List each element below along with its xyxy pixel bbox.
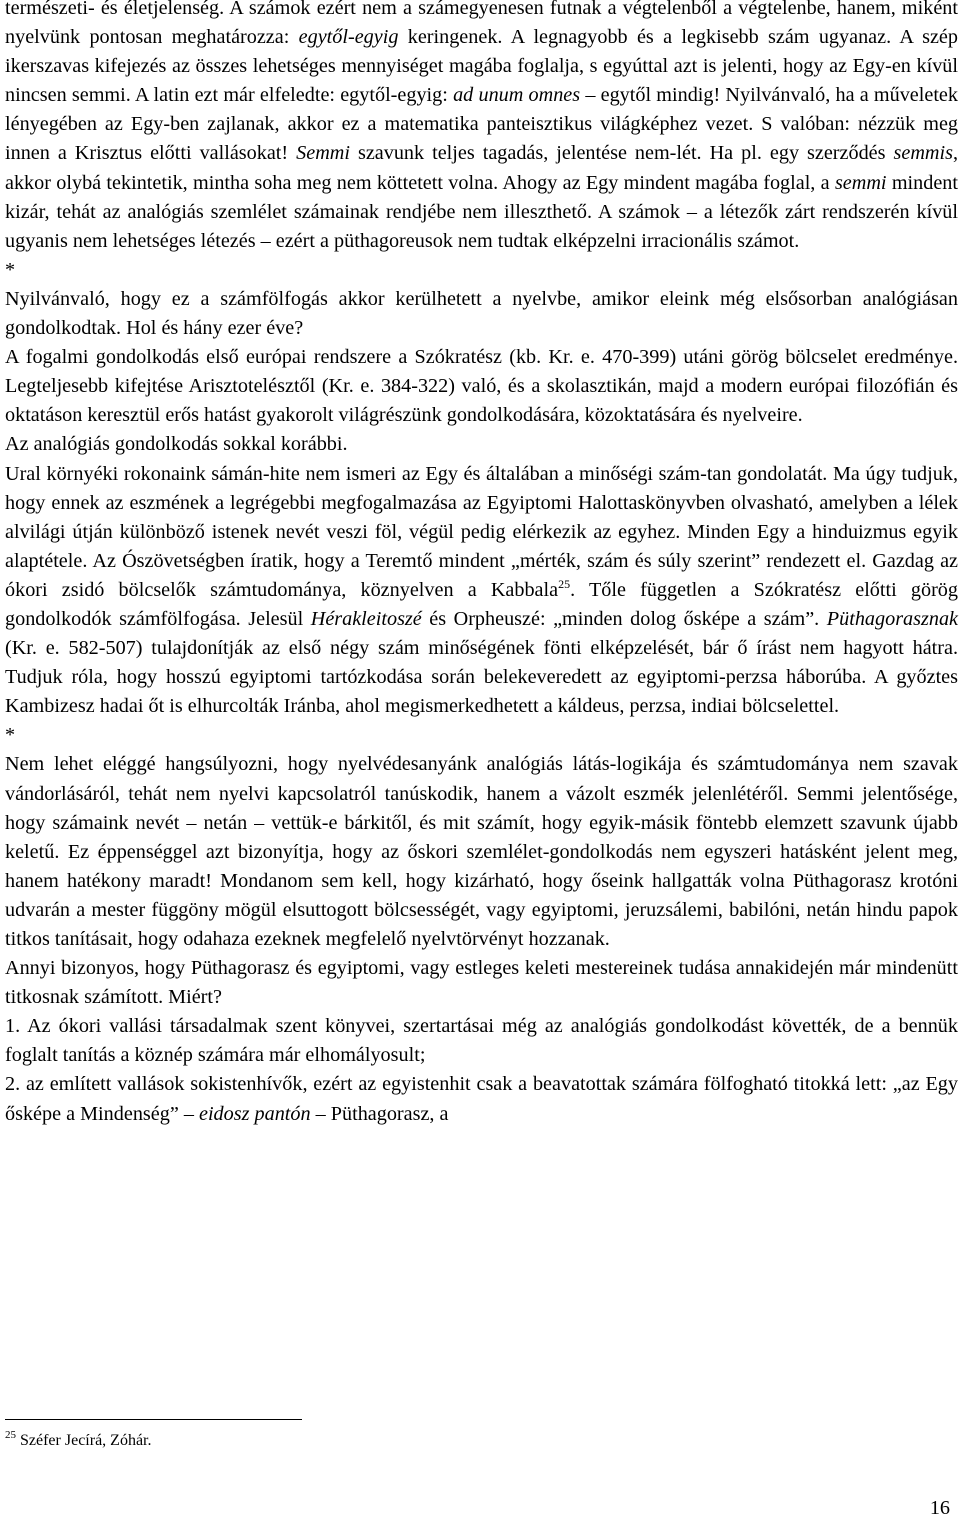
paragraph-9 bbox=[5, 1070, 958, 1128]
paragraph-6 bbox=[5, 750, 958, 954]
document-page bbox=[5, 0, 958, 1129]
footnote-text: Széfer Jecírá, Zóhár. bbox=[16, 1432, 152, 1449]
footnote bbox=[5, 1431, 151, 1451]
section-separator bbox=[5, 721, 958, 750]
paragraph-7 bbox=[5, 954, 958, 1012]
text-run: . Tőle független a Szókratész előtti görög gondolkodók számfölfogása. Jelesül bbox=[5, 578, 958, 630]
text-run: 2. az említett vallások sokistenhívők, ezért az egyistenhit csak a beavatottak számára fölfogható titokká lett: „az Egy ősképe a Mindenség” – bbox=[5, 1073, 958, 1125]
footnote-separator bbox=[5, 1419, 302, 1420]
text-run: Nyilvánvaló, hogy ez a számfölfogás akkor kerülhetett a nyelvbe, amikor eleink még elsősorban analógiásan gondolkodtak. Hol és hány ezer éve? bbox=[5, 287, 958, 340]
text-run: (Kr. e. 582-507) tulajdonítják az első négy szám minőségének fönti elképzelését, bár ő írást nem hagyott hátra. Tudjuk róla, hogy hosszú egyiptomi tartózkodása során belekeveredett az egyiptomi-perzsa háborúba. A győztes Kambizesz hadai őt is elhurcolták Iránba, ahol megismerkedhetett a káldeus, perzsa, indiai bölcselettel. bbox=[5, 637, 958, 718]
footnote-number: 25 bbox=[5, 1429, 16, 1441]
italic-text: Hérakleitoszé bbox=[310, 607, 422, 630]
text-run: mindent kizár, tehát az analógiás szemlélet számainak rendjébe nem illeszthető. A számok – a létezők zárt rendszerén kívül ugyanis nem lehetséges létezés – ezért a püthagoreusok nem tudtak elképzelni irracionális számot. bbox=[5, 171, 958, 252]
text-run: szavunk teljes tagadás, jelentése nem-lét. Ha pl. egy szerződés bbox=[349, 142, 894, 165]
italic-text: Semmi bbox=[296, 142, 350, 165]
italic-text: Püthagorasznak bbox=[826, 607, 958, 630]
italic-text: semmis bbox=[893, 142, 953, 165]
paragraph-2 bbox=[5, 285, 958, 343]
body-text bbox=[5, 0, 958, 1129]
text-run: , akkor olybá tekintetik, mintha soha meg nem köttetett volna. Ahogy az Egy mindent magába foglal, a bbox=[5, 142, 958, 194]
paragraph-1 bbox=[5, 0, 958, 256]
paragraph-3 bbox=[5, 343, 958, 430]
text-run: 1. Az ókori vallási társadalmak szent könyvei, szertartásai még az analógiás gondolkodást követték, de a bennük foglalt tanítás a köznép számára már elhomályosult; bbox=[5, 1015, 958, 1067]
italic-text: eidosz pantón bbox=[198, 1102, 311, 1125]
italic-text: egytől-egyig bbox=[298, 26, 399, 49]
text-run: Nem lehet eléggé hangsúlyozni, hogy nyelvédesanyánk analógiás látás-logikája és számtudománya nem szavak vándorlásáról, tehát nem nyelvi kapcsolatról tanúskodik, hanem a vázolt eszmék jelenlétéről. Semmi jelentősége, hogy számaink nevét – netán – vettük-e bárkitől, és mit számít, hogy egyik-másik föntebb elemzett szavunk újabb keletű. Ez éppenséggel azt bizonyítja, hogy az őskori szemlélet-gondolkodás nem egyszeri hatásként jelent meg, hanem hatékony maradt! Mondanom sem kell, hogy kizárható, hogy őseink hallgatták volna Püthagorasz krotóni udvarán a mester függöny mögül elsuttogott bölcsességét, vagy egyiptomi, jeruzsálemi, babilóni, netán hindu papok titkos tanításait, hogy odahaza ezeknek megfelelő nyelvtörvényt hozzanak. bbox=[5, 753, 958, 950]
text-run: és Orpheuszé: „minden dolog ősképe a szám”. bbox=[421, 607, 827, 630]
text-run: A fogalmi gondolkodás első európai rendszere a Szókratész (kb. Kr. e. 470-399) utáni görög bölcselet eredménye. Legteljesebb kifejtése Arisztotelésztől (Kr. e. 384-322) való, és a skolasztikán, majd a modern európai filozófián és oktatáson keresztül erős hatást gyakorolt világrészünk gondolkodására, közoktatására és nyelveire. bbox=[5, 346, 958, 427]
text-run: Ural környéki rokonaink sámán-hite nem ismeri az Egy és általában a minőségi szám-tan gondolatát. Ma úgy tudjuk, hogy ennek az eszmének a legrégebbi megfogalmazása az Egyiptomi Halottaskönyvben olvasható, amelyben a lélek alvilági útján különböző istenek nevét veszi föl, végül pedig elérkezik az egyhez. Minden Egy a hinduizmus egyik alaptétele. Az Ószövetségben íratik, hogy a Teremtő mindent „mérték, szám és súly szerint” rendezett el. Gazdag az ókori zsidó bölcselők számtudománya, köznyelven a Kabbala bbox=[5, 462, 958, 601]
footnote-reference: 25 bbox=[558, 576, 571, 591]
text-run: Az analógiás gondolkodás sokkal korábbi. bbox=[5, 433, 348, 456]
paragraph-4 bbox=[5, 430, 958, 459]
italic-text: semmi bbox=[834, 171, 887, 194]
italic-text: ad unum omnes bbox=[453, 84, 581, 107]
page-number: 16 bbox=[929, 1497, 950, 1519]
text-run: – egytől mindig! Nyilvánvaló, ha a műveletek lényegében az Egy-ben zajlanak, akkor ez a matematika panteisztikus világképhez vezet. S valóban: nézzük meg innen a Krisztus előtti vallásokat! bbox=[5, 84, 958, 165]
paragraph-8 bbox=[5, 1012, 958, 1070]
text-run: * bbox=[5, 258, 16, 281]
text-run: Annyi bizonyos, hogy Püthagorasz és egyiptomi, vagy estleges keleti mestereinek tudása annakidején már mindenütt titkosnak számított. Miért? bbox=[5, 957, 958, 1009]
paragraph-5 bbox=[5, 460, 958, 722]
text-run: * bbox=[5, 724, 16, 747]
text-run: természeti- és életjelenség. A számok ezért nem a számegyenesen futnak a végtelenből a végtelenbe, hanem, miként nyelvünk pontosan meghatározza: bbox=[5, 0, 958, 49]
section-separator bbox=[5, 256, 958, 285]
text-run: keringenek. A legnagyobb és a legkisebb szám ugyanaz. A szép ikerszavas kifejezés az összes lehetséges mennyiséget magába foglalja, s egyúttal azt is jelenti, hogy az Egy-en kívül nincsen semmi. A latin ezt már elfeledte: egytől-egyig: bbox=[5, 26, 958, 107]
text-run: – Püthagorasz, a bbox=[310, 1102, 449, 1125]
